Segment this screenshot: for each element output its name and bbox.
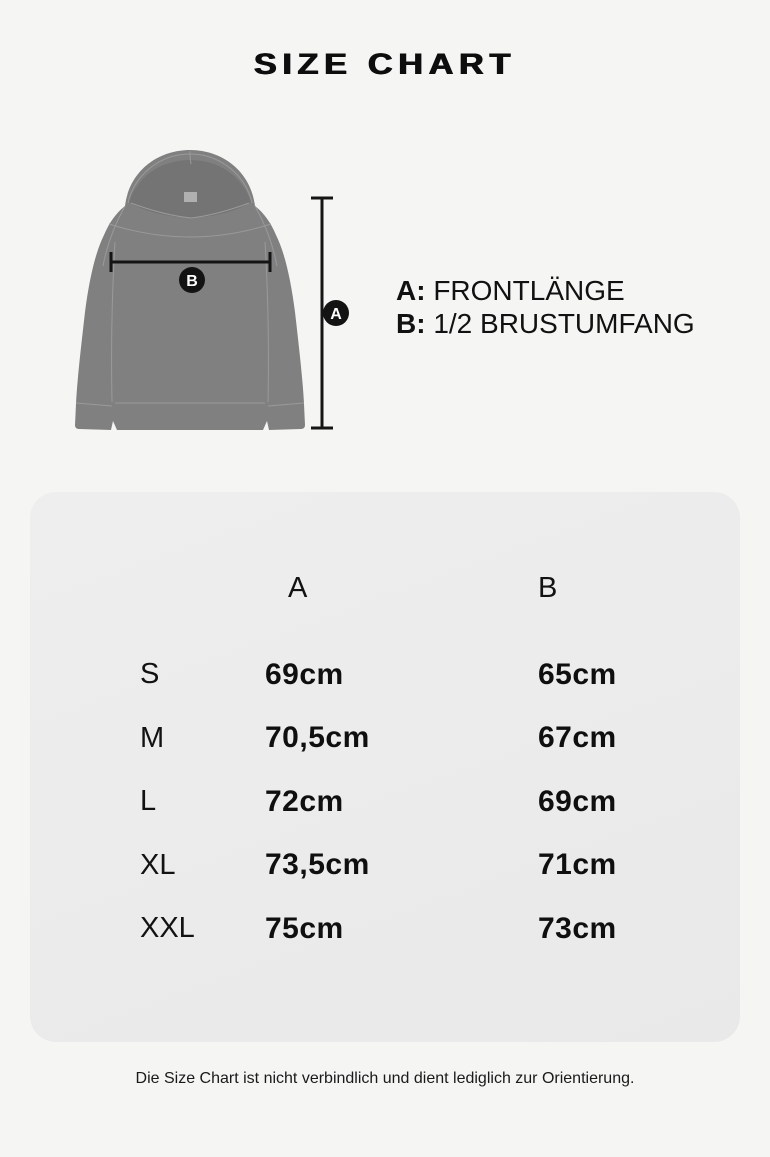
value-a: 73,5cm [265,848,370,882]
table-row-l [140,770,724,834]
value-b: 71cm [538,848,617,882]
measure-line-a [311,198,349,428]
legend-label-b: 1/2 BRUSTUMFANG [433,308,695,339]
table-row-xxl [140,897,724,961]
size-table [140,552,724,961]
size-label: XL [140,848,176,881]
value-a: 69cm [265,657,344,691]
size-label: L [140,785,157,818]
legend-key-a: A: [396,275,426,306]
legend-label-a: FRONTLÄNGE [433,275,625,306]
footnote: Die Size Chart ist nicht verbindlich und dient lediglich zur Orientierung. [135,1070,635,1087]
hoodie-illustration [55,140,365,440]
value-b: 67cm [538,721,617,755]
size-label: XXL [140,912,195,945]
measurement-legend [396,274,695,340]
legend-row-a [396,274,695,307]
size-label: M [140,721,165,754]
size-label: S [140,658,160,691]
header-cell-a: A [288,571,308,604]
table-row-xl [140,834,724,898]
value-b: 73cm [538,911,617,945]
legend-row-b [396,307,695,340]
table-body [140,643,724,961]
value-b: 65cm [538,657,617,691]
table-header-row [140,552,724,624]
value-b: 69cm [538,784,617,818]
header-cell-b: B [538,571,558,604]
neck-label [184,192,197,202]
page-title: SIZE CHART [253,48,517,81]
badge-a: A [330,306,342,323]
legend-key-b: B: [396,308,426,339]
badge-b: B [186,273,198,290]
size-table-card [30,492,740,1042]
value-a: 75cm [265,911,344,945]
value-a: 72cm [265,784,344,818]
value-a: 70,5cm [265,721,370,755]
table-row-m [140,707,724,771]
title-wrap [0,48,770,82]
table-row-s [140,643,724,707]
